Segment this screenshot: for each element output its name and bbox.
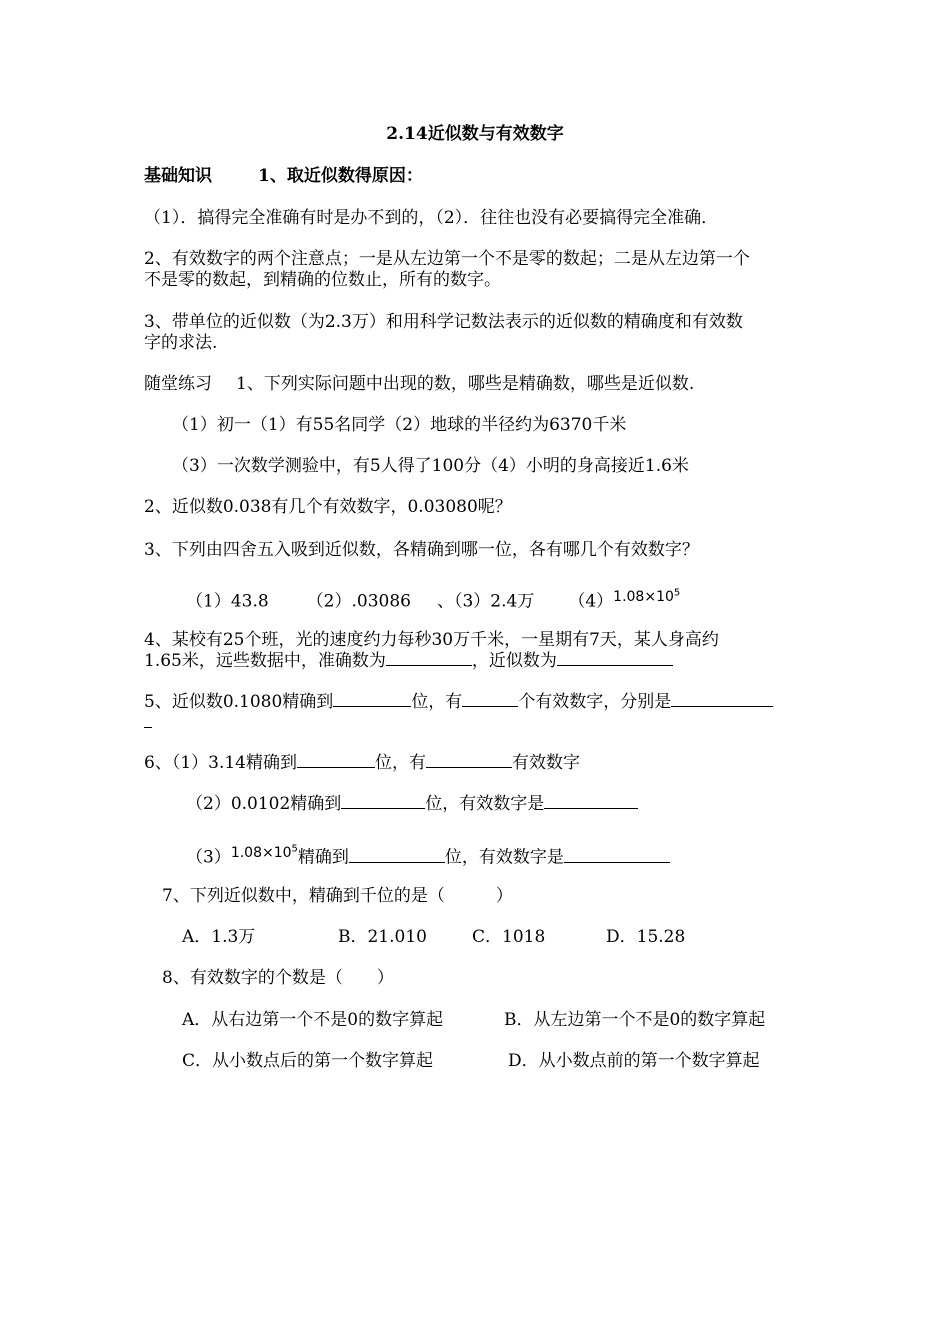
scientific-notation-formula bbox=[613, 589, 680, 605]
question-4-text-b: ，近似数为 bbox=[471, 651, 557, 671]
question-7-option-b: B．21.010 bbox=[338, 927, 427, 947]
question-8-option-b: B．从左边第一个不是0的数字算起 bbox=[504, 1010, 766, 1030]
question-3-option-2: （2）.03086 bbox=[306, 591, 411, 612]
question-5-text-c: 个有效数字，分别是 bbox=[518, 692, 672, 712]
answer-blank[interactable] bbox=[462, 690, 518, 707]
answer-blank[interactable] bbox=[671, 690, 773, 707]
question-7: 7、下列近似数中，精确到千位的是（ ） bbox=[162, 886, 513, 906]
question-1-line-2: （3）一次数学测验中，有5人得了100分（4）小明的身高接近1.6米 bbox=[172, 456, 689, 476]
answer-blank[interactable] bbox=[557, 649, 673, 666]
question-5-text-b: 位，有 bbox=[411, 692, 463, 712]
question-7-option-c: C．1018 bbox=[472, 927, 546, 947]
question-6-text-a: 6、（1）3.14精确到 bbox=[144, 753, 297, 773]
question-7-options bbox=[182, 925, 685, 949]
answer-blank[interactable] bbox=[144, 711, 152, 728]
answer-blank[interactable] bbox=[426, 751, 512, 768]
answer-blank[interactable] bbox=[564, 846, 670, 863]
question-4-line-1: 4、某校有25个班，光的速度约力每秒30万千米，一星期有7天，某人身高约 bbox=[144, 630, 719, 650]
question-8-option-a: A．从右边第一个不是0的数字算起 bbox=[182, 1010, 444, 1030]
question-3-options bbox=[186, 587, 680, 615]
question-6-3-text-c: 位，有效数字是 bbox=[444, 847, 564, 868]
basics-item-1: 1、取近似数得原因： bbox=[258, 166, 423, 186]
basics-item-2-line-1: 2、有效数字的两个注意点；一是从左边第一个不是零的数起；二是从左边第一个 bbox=[144, 249, 750, 269]
question-6-part-3 bbox=[186, 843, 670, 871]
question-6-text-b: 位，有 bbox=[374, 753, 426, 773]
question-3-separator: 、 bbox=[436, 591, 454, 612]
question-5 bbox=[144, 690, 773, 714]
answer-blank[interactable] bbox=[297, 751, 375, 768]
question-4-line-2 bbox=[144, 649, 673, 673]
question-3-option-3: （3）2.4万 bbox=[453, 591, 535, 612]
question-1: 1、下列实际问题中出现的数，哪些是精确数，哪些是近似数. bbox=[236, 374, 695, 394]
practice-heading: 随堂练习 bbox=[144, 374, 212, 394]
question-1-line-1: （1）初一（1）有55名同学（2）地球的半径约为6370千米 bbox=[172, 415, 627, 435]
page-title: 2.14近似数与有效数字 bbox=[386, 124, 564, 144]
question-5-wrap bbox=[144, 711, 152, 735]
question-7-option-d: D．15.28 bbox=[606, 927, 686, 947]
question-8-options-row-1 bbox=[182, 1008, 765, 1032]
answer-blank[interactable] bbox=[544, 792, 638, 809]
basics-item-3-line-1: 3、带单位的近似数（为2.3万）和用科学记数法表示的近似数的精确度和有效数 bbox=[144, 312, 743, 332]
answer-blank[interactable] bbox=[386, 649, 472, 666]
basics-heading-line bbox=[144, 164, 423, 188]
basics-item-3-line-2: 字的求法. bbox=[144, 333, 218, 353]
question-8-options-row-2 bbox=[182, 1049, 760, 1073]
scientific-notation-formula bbox=[231, 845, 298, 861]
question-6-3-text-a: （3） bbox=[186, 847, 231, 868]
question-5-text-a: 5、近似数0.1080精确到 bbox=[144, 692, 334, 712]
basics-heading: 基础知识 bbox=[144, 166, 212, 186]
question-6-part-2 bbox=[186, 792, 638, 816]
formula-base: 1.08×10 bbox=[230, 844, 292, 861]
question-3-option-1: （1）43.8 bbox=[186, 591, 269, 612]
question-8-option-c: C．从小数点后的第一个数字算起 bbox=[182, 1051, 434, 1071]
question-2: 2、近似数0.038有几个有效数字，0.03080呢？ bbox=[144, 497, 512, 517]
answer-blank[interactable] bbox=[333, 690, 411, 707]
answer-blank[interactable] bbox=[349, 846, 445, 863]
basics-reasons: （1）．搞得完全准确有时是办不到的，（2）．往往也没有必要搞得完全准确． bbox=[144, 208, 719, 228]
question-3: 3、下列由四舍五入吸到近似数，各精确到哪一位，各有哪几个有效数字？ bbox=[144, 540, 699, 560]
question-7-option-a: A．1.3万 bbox=[182, 927, 256, 947]
question-4-text-a: 1.65米，远些数据中，准确数为 bbox=[144, 651, 386, 671]
question-6-2-text-b: 位，有效数字是 bbox=[425, 794, 545, 814]
question-3-option-4: （4） bbox=[568, 591, 614, 612]
question-8-option-d: D．从小数点前的第一个数字算起 bbox=[508, 1051, 760, 1071]
question-6-text-c: 有效数字 bbox=[511, 753, 580, 773]
practice-heading-line bbox=[144, 372, 694, 396]
answer-blank[interactable] bbox=[341, 792, 425, 809]
formula-exponent: 5 bbox=[673, 587, 681, 598]
basics-item-2-line-2: 不是零的数起，到精确的位数止，所有的数字。 bbox=[144, 270, 501, 290]
formula-exponent: 5 bbox=[291, 843, 298, 854]
question-6-2-text-a: （2）0.0102精确到 bbox=[186, 794, 342, 814]
formula-base: 1.08×10 bbox=[613, 588, 674, 605]
question-6-part-1 bbox=[144, 751, 580, 775]
question-8: 8、有效数字的个数是（ ） bbox=[162, 968, 394, 988]
question-6-3-text-b: 精确到 bbox=[297, 847, 349, 868]
